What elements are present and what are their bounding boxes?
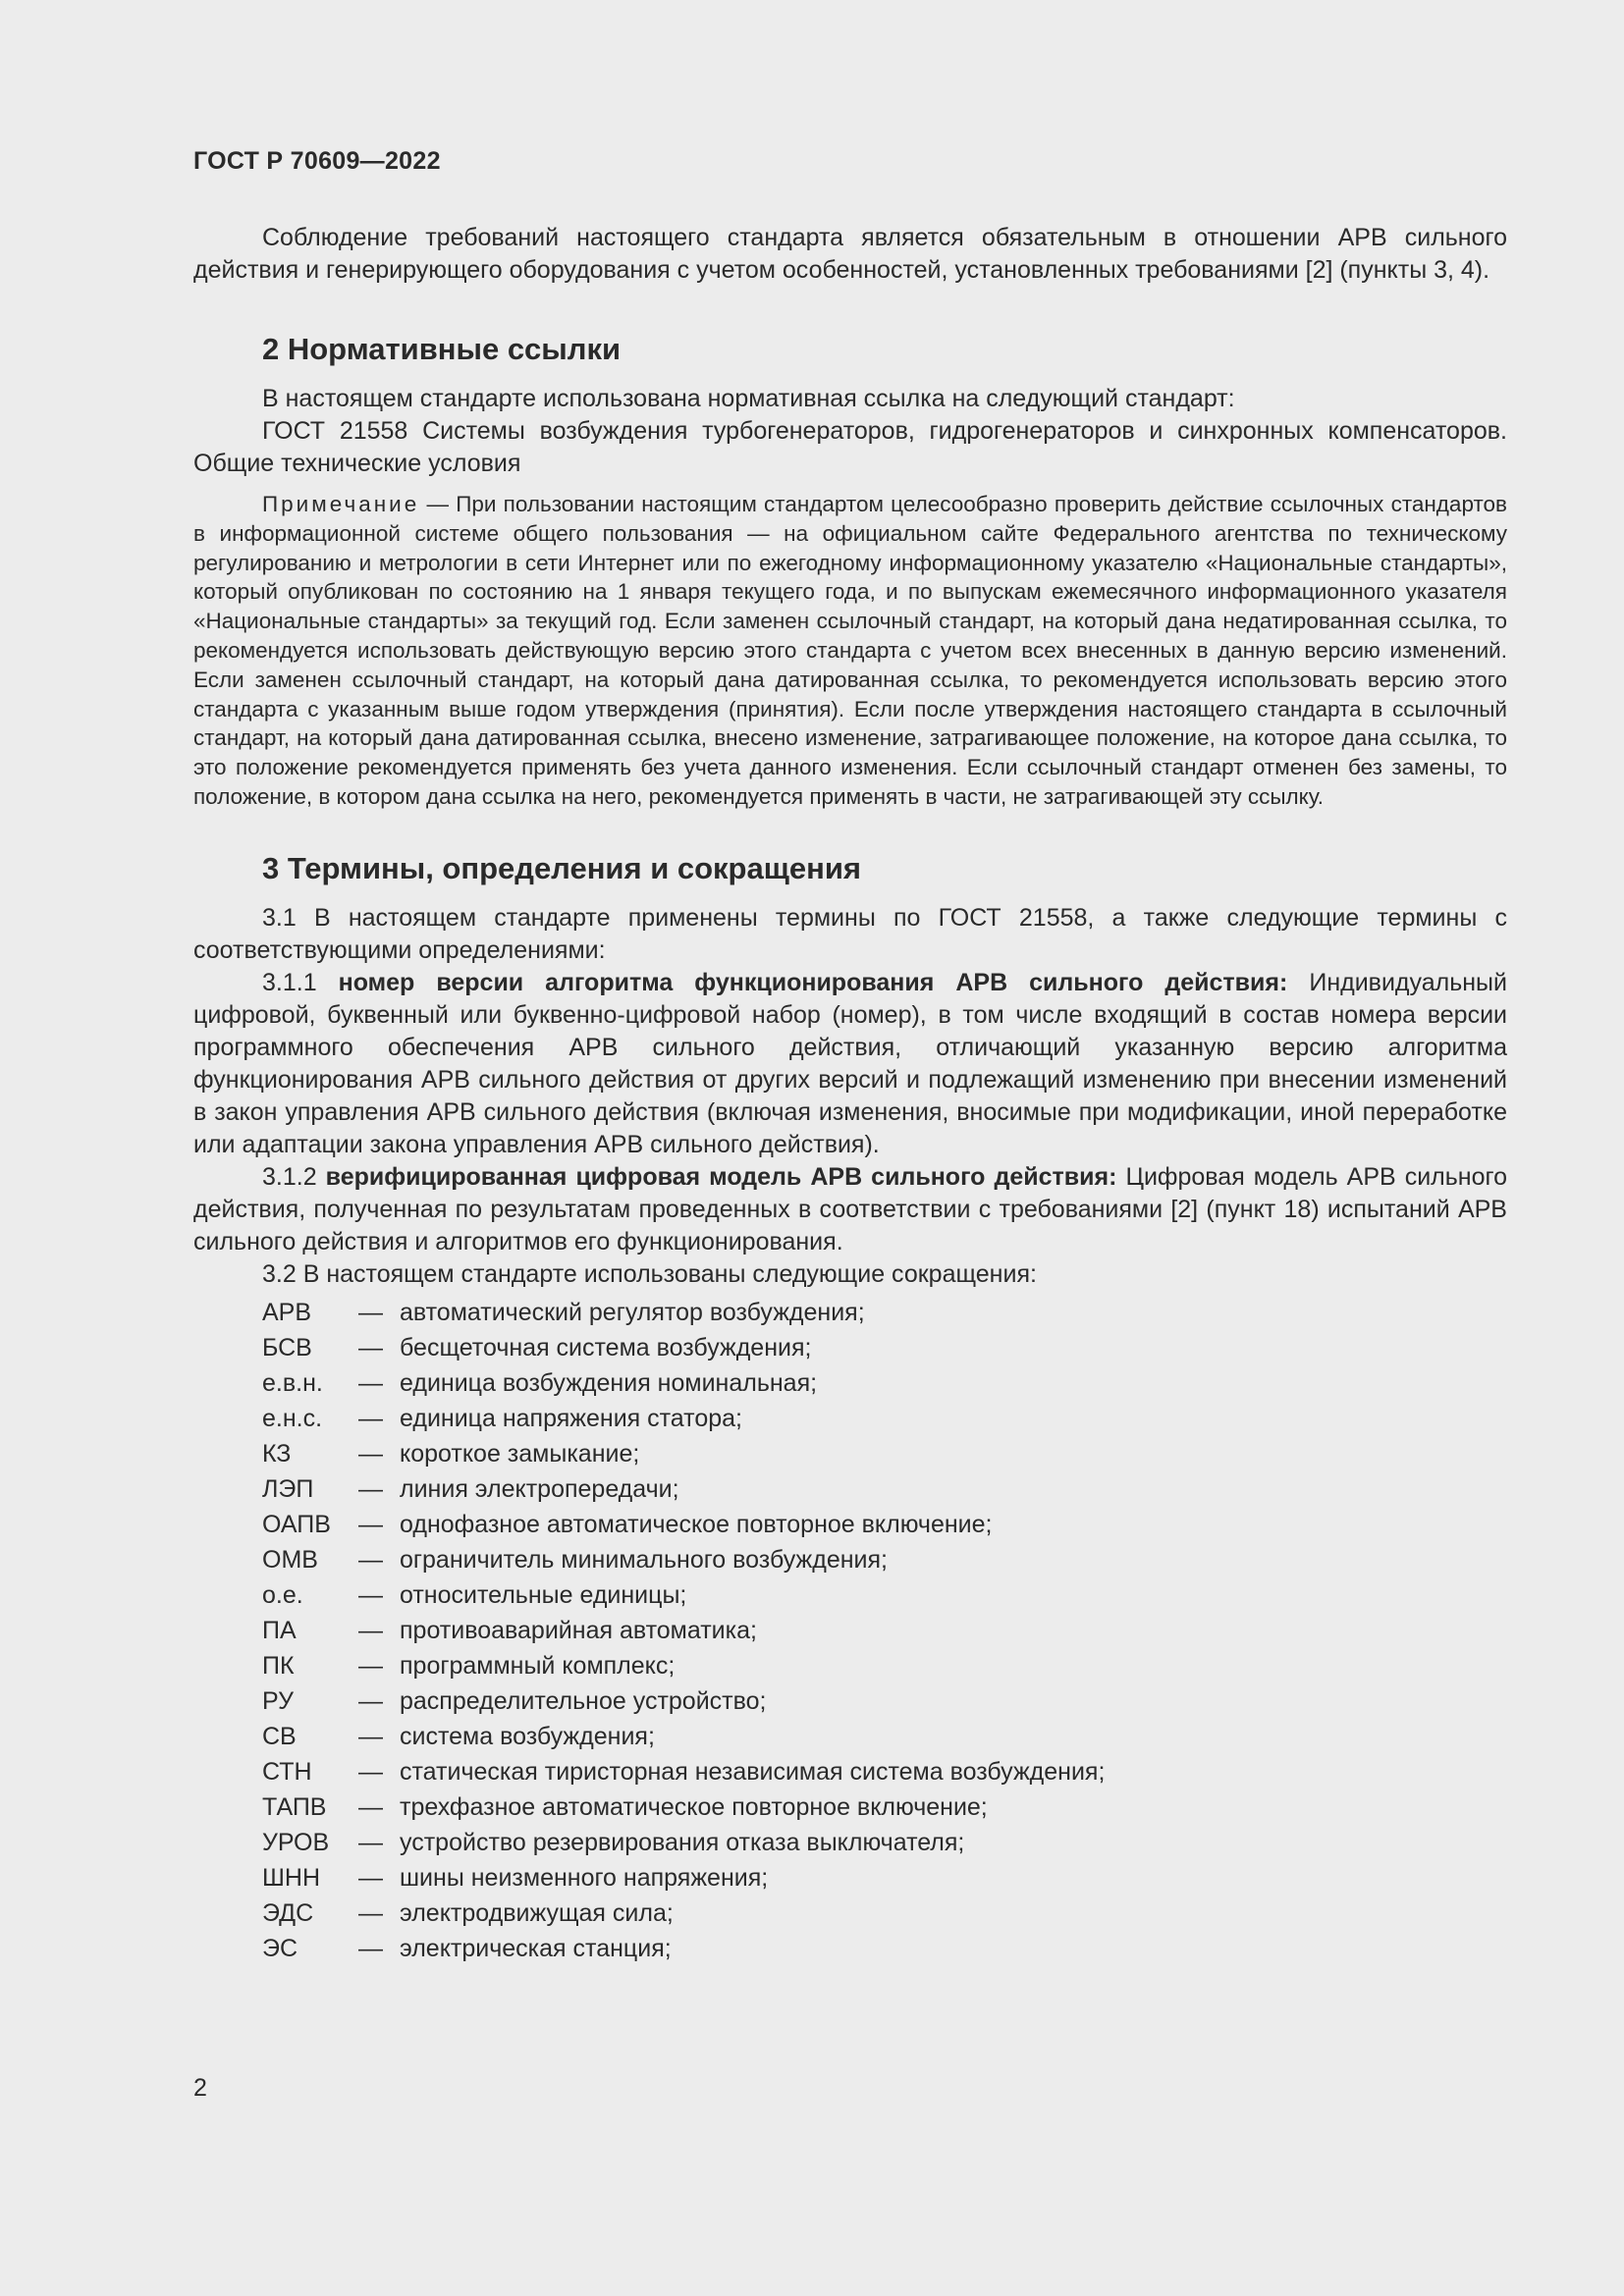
abbreviation-row	[262, 1542, 1507, 1577]
abbreviation-term: о.е.	[262, 1580, 303, 1609]
abbreviation-term: е.в.н.	[262, 1368, 323, 1397]
section-2-paragraph-1: В настоящем стандарте использована нормативная ссылка на следующий стандарт:	[262, 385, 1235, 412]
abbreviation-term: КЗ	[262, 1439, 292, 1468]
abbreviation-definition: электродвижущая сила;	[400, 1898, 674, 1927]
abbreviation-row	[262, 1613, 1507, 1648]
abbreviation-definition: единица напряжения статора;	[400, 1404, 742, 1432]
abbreviation-definition: относительные единицы;	[400, 1580, 687, 1609]
abbreviation-definition: единица возбуждения номинальная;	[400, 1368, 818, 1397]
abbreviation-term: ТАПВ	[262, 1792, 327, 1821]
abbreviation-row	[262, 1577, 1507, 1613]
abbreviation-definition: распределительное устройство;	[400, 1686, 767, 1715]
abbreviation-dash: —	[358, 1298, 383, 1326]
section-2-paragraph-2: ГОСТ 21558 Системы возбуждения турбогенераторов, гидрогенераторов и синхронных компенсаторов. Общие технические условия	[193, 417, 1507, 477]
abbreviation-dash: —	[358, 1474, 383, 1503]
abbreviation-definition: однофазное автоматическое повторное включение;	[400, 1510, 993, 1538]
page-content	[193, 222, 1507, 1966]
intro-paragraph: Соблюдение требований настоящего стандарта является обязательным в отношении АРВ сильного действия и генерирующего оборудования с учетом особенностей, установленных требованиями [2] (пункты 3, 4).	[193, 224, 1507, 284]
abbreviation-term: ПК	[262, 1651, 295, 1680]
abbreviation-row	[262, 1931, 1507, 1966]
abbreviation-term: е.н.с.	[262, 1404, 323, 1432]
abbreviation-row	[262, 1754, 1507, 1789]
abbreviation-row	[262, 1401, 1507, 1436]
abbreviation-dash: —	[358, 1510, 383, 1538]
clause-3-1-2	[193, 1161, 1507, 1258]
abbreviation-definition: бесщеточная система возбуждения;	[400, 1333, 812, 1362]
abbreviation-row	[262, 1719, 1507, 1754]
abbreviation-dash: —	[358, 1828, 383, 1856]
abbreviation-definition: устройство резервирования отказа выключателя;	[400, 1828, 965, 1856]
clause-3-1-2-definition: Цифровая модель АРВ сильного действия, полученная по результатам проведенных в соответствии с требованиями [2] (пункт 18) испытаний АРВ сильного действия и алгоритмов его функционирования.	[193, 1162, 1507, 1255]
clause-3-1-1	[193, 967, 1507, 1161]
abbreviation-dash: —	[358, 1580, 383, 1609]
abbreviation-term: БСВ	[262, 1333, 312, 1362]
abbreviation-row	[262, 1648, 1507, 1683]
abbreviation-term: ЭС	[262, 1934, 298, 1962]
abbreviation-term: СТН	[262, 1757, 312, 1786]
abbreviation-definition: автоматический регулятор возбуждения;	[400, 1298, 865, 1326]
section-2-heading: 2 Нормативные ссылки	[262, 332, 622, 366]
clause-3-1-1-number: 3.1.1	[262, 968, 339, 996]
abbreviation-term: ОМВ	[262, 1545, 318, 1574]
abbreviation-dash: —	[358, 1651, 383, 1680]
page-number: 2	[193, 2074, 207, 2102]
abbreviation-definition: система возбуждения;	[400, 1722, 655, 1750]
abbreviation-dash: —	[358, 1616, 383, 1644]
abbreviation-row	[262, 1789, 1507, 1825]
abbreviation-definition: ограничитель минимального возбуждения;	[400, 1545, 888, 1574]
section-3-heading: 3 Термины, определения и сокращения	[262, 850, 861, 885]
abbreviation-definition: статическая тиристорная независимая система возбуждения;	[400, 1757, 1106, 1786]
abbreviation-term: УРОВ	[262, 1828, 330, 1856]
abbreviation-term: РУ	[262, 1686, 295, 1715]
abbreviation-dash: —	[358, 1757, 383, 1786]
abbreviation-term: ЭДС	[262, 1898, 314, 1927]
abbreviation-term: ШНН	[262, 1863, 321, 1892]
abbreviation-dash: —	[358, 1863, 383, 1892]
abbreviation-definition: программный комплекс;	[400, 1651, 676, 1680]
abbreviation-term: ОАПВ	[262, 1510, 331, 1538]
abbreviation-row	[262, 1896, 1507, 1931]
abbreviation-definition: линия электропередачи;	[400, 1474, 679, 1503]
abbreviation-dash: —	[358, 1722, 383, 1750]
clause-3-1-2-term: верифицированная цифровая модель АРВ сильного действия:	[325, 1162, 1117, 1191]
abbreviation-row	[262, 1330, 1507, 1365]
abbreviation-term: ПА	[262, 1616, 297, 1644]
abbreviation-term: АРВ	[262, 1298, 312, 1326]
abbreviation-dash: —	[358, 1404, 383, 1432]
abbreviation-term: ЛЭП	[262, 1474, 314, 1503]
abbreviation-dash: —	[358, 1333, 383, 1362]
abbreviation-row	[262, 1365, 1507, 1401]
clause-3-1-1-definition: Индивидуальный цифровой, буквенный или буквенно-цифровой набор (номер), в том числе входящий в состав номера версии программного обеспечения АРВ сильного действия, отличающий указанную версию алгоритма функционирования АРВ сильного действия от других версий и подлежащий изменению при внесении изменений в закон управления АРВ сильного действия (включая изменения, вносимые при модификации, иной переработке или адаптации закона управления АРВ сильного действия).	[193, 968, 1507, 1158]
clause-3-1-1-term: номер версии алгоритма функционирования АРВ сильного действия:	[338, 968, 1288, 996]
abbreviation-row	[262, 1825, 1507, 1860]
abbreviation-row	[262, 1436, 1507, 1471]
abbreviation-dash: —	[358, 1545, 383, 1574]
abbreviation-row	[262, 1683, 1507, 1719]
abbreviation-dash: —	[358, 1368, 383, 1397]
abbreviation-definition: электрическая станция;	[400, 1934, 672, 1962]
abbreviations-list	[193, 1295, 1507, 1966]
abbreviation-row	[262, 1471, 1507, 1507]
clause-3-2: 3.2 В настоящем стандарте использованы следующие сокращения:	[262, 1259, 1037, 1288]
abbreviation-dash: —	[358, 1439, 383, 1468]
abbreviation-dash: —	[358, 1934, 383, 1962]
abbreviation-definition: шины неизменного напряжения;	[400, 1863, 769, 1892]
abbreviation-definition: противоаварийная автоматика;	[400, 1616, 757, 1644]
abbreviation-row	[262, 1860, 1507, 1896]
note-text: — При пользовании настоящим стандартом целесообразно проверить действие ссылочных стандартов в информационной системе общего пользования — на официальном сайте Федерального агентства по техническому регулированию и метрологии в сети Интернет или по ежегодному информационному указателю «Национальные стандарты», который опубликован по состоянию на 1 января текущего года, и по выпускам ежемесячного информационного указателя «Национальные стандарты» за текущий год. Если заменен ссылочный стандарт, на который дана недатированная ссылка, то рекомендуется использовать действующую версию этого стандарта с учетом всех внесенных в данную версию изменений. Если заменен ссылочный стандарт, на который дана датированная ссылка, то рекомендуется использовать версию этого стандарта с указанным выше годом утверждения (принятия). Если после утверждения настоящего стандарта в ссылочный стандарт, на который дана датированная ссылка, внесено изменение, затрагивающее положение, на которое дана ссылка, то это положение рекомендуется применять без учета данного изменения. Если ссылочный стандарт отменен без замены, то положение, в котором дана ссылка на него, рекомендуется применять в части, не затрагивающей эту ссылку.	[193, 492, 1507, 809]
abbreviation-definition: короткое замыкание;	[400, 1439, 640, 1468]
abbreviation-row	[262, 1507, 1507, 1542]
abbreviation-definition: трехфазное автоматическое повторное включение;	[400, 1792, 988, 1821]
clause-3-1: 3.1 В настоящем стандарте применены термины по ГОСТ 21558, а также следующие термины с соответствующими определениями:	[193, 903, 1507, 964]
abbreviation-row	[262, 1295, 1507, 1330]
note-label: Примечание	[262, 492, 420, 516]
abbreviation-dash: —	[358, 1898, 383, 1927]
standard-id-header: ГОСТ Р 70609—2022	[193, 147, 441, 175]
section-2-note	[193, 490, 1507, 812]
abbreviation-dash: —	[358, 1686, 383, 1715]
abbreviation-term: СВ	[262, 1722, 297, 1750]
clause-3-1-2-number: 3.1.2	[262, 1162, 326, 1191]
abbreviation-dash: —	[358, 1792, 383, 1821]
